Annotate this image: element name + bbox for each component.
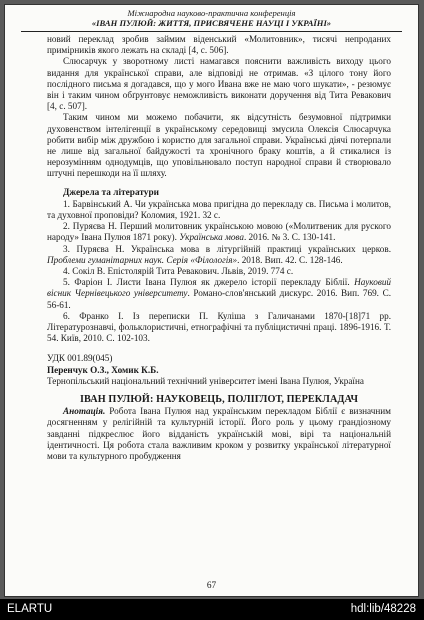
paragraph: новий переклад зробив займим віденський «Молитовник», тисячі непроданих примірників якого лежать на складі [4, с. 506]. [47,34,391,56]
reference-item: 2. Пуряєва Н. Перший молитовник українською мовою («Молитвеник для руского народу» Івана Пулюя 1871 року). Українська мова. 2016. № 3. С. 130-141. [47,221,392,243]
author-affiliation: Тернопільський національний технічний університет імені Івана Пулюя, Україна [47,375,364,386]
conference-title: «ІВАН ПУЛЮЙ: ЖИТТЯ, ПРИСВЯЧЕНЕ НАУЦІ І УКРАЇНІ» [91,17,332,28]
reference-item: 4. Сокіл В. Епістолярій Тита Ревакович. Львів, 2019. 774 с. [63,266,294,277]
reference-item: 3. Пуряєва Н. Українська мова в літургійній практиці українських церков. Проблеми гуманітарних наук. Серія «Філологія». 2018. Вип. 42. С. 128-146. [47,243,391,265]
conference-name: Міжнародна науково-практична конференція [127,8,296,18]
header-rule [21,31,402,32]
paragraph: Таким чином ми можемо побачити, як відсутність безумовної підтримки духовенством інтелігенції в українському середовищі змусила Олексія Слюсарчука робити вибір між дружбою і користю для загальної справи. Українські діячі потерпали не лише від загальної байдужості та хронічного браку коштів, а й стикалися із нерозумінням однодумців, що уповільнювало поступ народної справи й створювало штучні перешкоди на її шляху. [47,112,391,179]
abstract-text: Робота Івана Пулюя над українським перекладом Біблії є визначним досягненням у релігійній та культурній історії. Його роль у цьому грандіозному завданні підкреслює його відданість українській мові, вірі та національній ідентичності. Ця робота стала важливим кроком у розвитку української літературної мови та культурного пробудження [47,406,391,461]
document-page [4,4,419,597]
udc-code: УДК 001.89(045) [47,353,113,364]
handle-id: hdl:lib/48228 [350,603,416,615]
page-number: 67 [206,581,217,591]
abstract [47,406,391,462]
repository-name: ELARTU [7,603,53,615]
paragraph: Слюсарчук у зворотному листі намагався пояснити важливість виходу цього видання для української справи, але відповіді не отримав. «З цілого тону його послідного письма я догадався, що у мого Ивана вже не маю чого шукати», - резюмує він і таким чином обґрунтовує неможливість виконати доручення від Тита Ревакович [4, с. 507]. [47,56,391,112]
running-header [5,9,418,28]
abstract-label: Анотація. [63,406,106,417]
page-content [47,34,391,462]
reference-item: 6. Франко І. Із переписки П. Куліша з Галичанами 1870-[18]71 рр. Літературознавчі, фольклористичні, етнографічні та публіцистичні праці. 1896-1916. Т. 54. Київ, 2010. С. 102-103. [47,310,392,344]
sources-heading: Джерела та літератури [63,187,159,198]
article-authors: Перенчук О.З., Хомик К.Б. [47,364,159,375]
repository-footer [0,599,424,620]
reference-item: 5. Фаріон І. Листи Івана Пулюя як джерело історії перекладу Біблії. Науковий вісник Чернівецького університету. Романо-слов'янський дискурс. 2016. Вип. 769. С. 56-61. [47,277,392,310]
article-title: ІВАН ПУЛЮЙ: НАУКОВЕЦЬ, ПОЛІГЛОТ, ПЕРЕКЛАДАЧ [79,394,359,406]
reference-item: 1. Барвінський А. Чи українська мова пригідна до перекладу св. Письма і молитов, та духовної проповіди? Коломия, 1921. 32 с. [47,198,392,221]
